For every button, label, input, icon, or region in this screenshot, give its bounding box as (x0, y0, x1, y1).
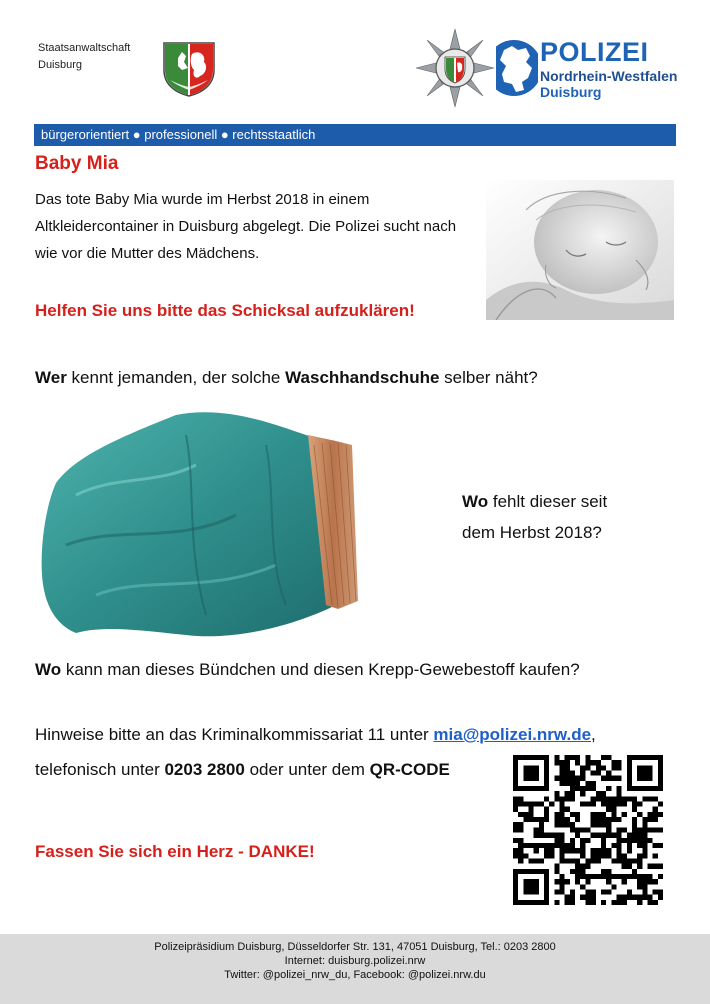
footer-line-3: Twitter: @polizei_nrw_du, Facebook: @polizei.nrw.du (224, 969, 486, 981)
police-title: POLIZEI (540, 37, 649, 67)
police-city: Duisburg (540, 84, 602, 100)
hint-text-1: Hinweise bitte an das Kriminalkommissariat 11 unter (35, 725, 434, 744)
prosecutor-label (38, 40, 130, 74)
hint-phone: 0203 2800 (164, 760, 245, 779)
question-where-buy-bold: Wo (35, 660, 62, 679)
nrw-crest-icon (160, 40, 218, 98)
hint-comma: , (591, 725, 596, 744)
nrw-map-icon (496, 38, 538, 98)
footer-line-2: Internet: duisburg.polizei.nrw (284, 955, 426, 967)
hint-text-3: oder unter dem (244, 760, 370, 779)
prosecutor-line-2: Duisburg (38, 59, 83, 71)
hint-line-2 (35, 757, 450, 783)
thanks-text: Fassen Sie sich ein Herz - DANKE! (35, 842, 315, 861)
question-where-missing (462, 486, 662, 548)
help-appeal: Helfen Sie uns bitte das Schicksal aufzuklären! (35, 301, 415, 320)
question-where-missing-bold: Wo (462, 492, 489, 511)
question-who-text-1: kennt jemanden, der solche (66, 368, 286, 387)
question-who-text-2: selber näht? (439, 368, 538, 387)
question-where-missing-text-2: dem Herbst 2018? (462, 523, 602, 542)
question-where-buy (35, 658, 580, 682)
question-who-bold-2: Waschhandschuhe (285, 368, 440, 387)
prosecutor-line-1: Staatsanwaltschaft (38, 42, 131, 54)
hint-text-2: telefonisch unter (35, 760, 165, 779)
qr-code-icon[interactable] (513, 755, 663, 905)
email-link[interactable]: mia@polizei.nrw.de (433, 725, 592, 744)
question-where-missing-text-1: fehlt dieser seit (488, 492, 608, 511)
question-who-bold: Wer (35, 368, 67, 387)
hint-qr-label: QR-CODE (369, 760, 450, 779)
police-star-icon (414, 27, 496, 109)
tagline-bar: bürgerorientiert ● professionell ● rechtsstaatlich (34, 124, 676, 146)
footer (0, 934, 710, 1004)
baby-sketch-image (486, 180, 674, 320)
washcloth-image (36, 405, 378, 643)
hint-line-1 (35, 722, 596, 748)
question-where-missing-line-1 (462, 486, 662, 517)
page-title: Baby Mia (35, 153, 119, 174)
footer-line-1: Polizeipräsidium Duisburg, Düsseldorfer Str. 131, 47051 Duisburg, Tel.: 0203 2800 (154, 941, 556, 953)
police-state: Nordrhein-Westfalen (540, 68, 678, 84)
intro-text: Das tote Baby Mia wurde im Herbst 2018 in einem Altkleidercontainer in Duisburg abgelegt. Die Polizei sucht nach wie vor die Mutter des Mädchens. (35, 191, 457, 262)
question-who (35, 366, 538, 390)
question-where-buy-text: kann man dieses Bündchen und diesen Krepp-Gewebestoff kaufen? (61, 660, 580, 679)
